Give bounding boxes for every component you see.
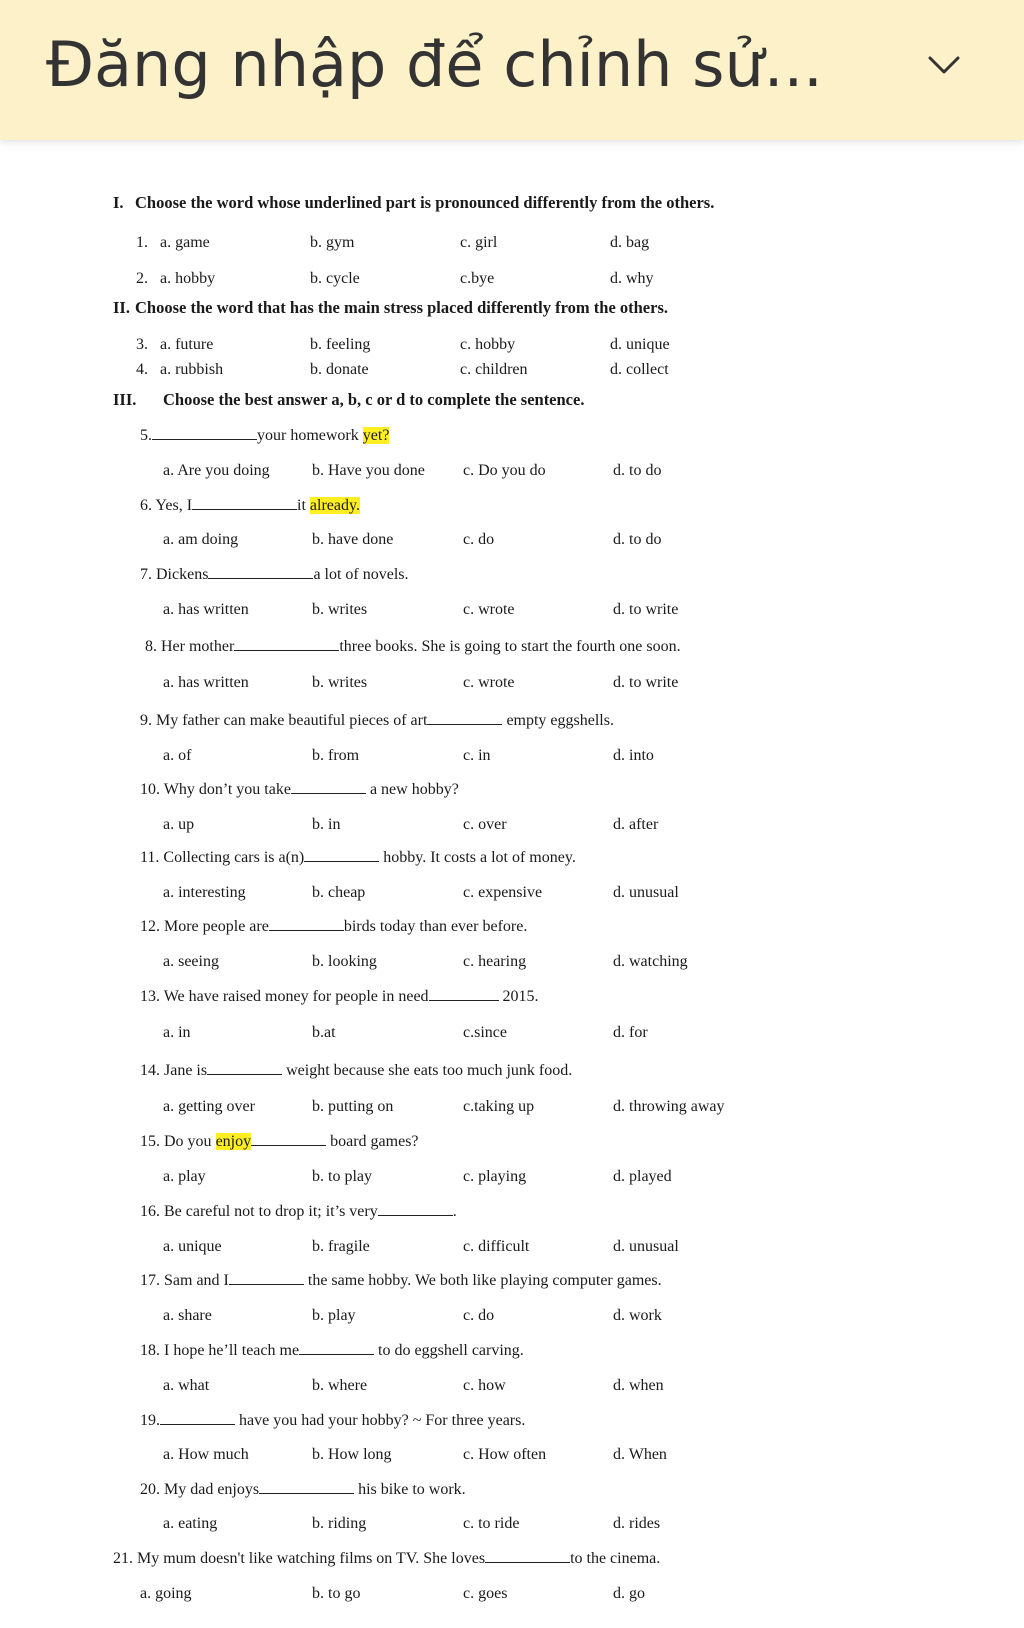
answer-blank xyxy=(427,711,502,725)
question-stem xyxy=(140,1061,572,1080)
answer-option-b: b. where xyxy=(312,1377,368,1394)
question-text: 12. More people are xyxy=(140,918,269,935)
question-text: weight because she eats too much junk food. xyxy=(282,1062,573,1079)
answer-option-b: b.at xyxy=(312,1024,336,1041)
question-text: have you had your hobby? ~ For three years. xyxy=(235,1412,526,1429)
question-text: 15. Do you xyxy=(140,1133,216,1150)
question-stem xyxy=(140,1411,525,1430)
answer-option-c: c. goes xyxy=(463,1585,508,1602)
answer-option-c: c. difficult xyxy=(463,1238,530,1255)
answer-option-b: b. donate xyxy=(310,361,369,378)
answer-option-a: a. eating xyxy=(163,1515,218,1532)
answer-option-a: a. hobby xyxy=(160,270,216,287)
question-text: 2015. xyxy=(498,988,539,1005)
question-stem xyxy=(140,565,409,584)
answer-option-b: b. in xyxy=(312,816,341,833)
question-text: 14. Jane is xyxy=(140,1062,208,1079)
answer-option-c: c. wrote xyxy=(463,601,515,618)
answer-option-b: b. play xyxy=(312,1307,356,1324)
answer-blank xyxy=(207,1061,282,1075)
answer-option-c: c.since xyxy=(463,1024,507,1041)
section-heading: I. Choose the word whose underlined part is pronounced differently from the others. xyxy=(113,193,715,212)
highlighted-text: already. xyxy=(309,497,360,514)
question-text: hobby. It costs a lot of money. xyxy=(379,849,576,866)
question-text: a new hobby? xyxy=(365,781,459,798)
answer-option-d: d. when xyxy=(613,1377,664,1394)
answer-option-b: b. gym xyxy=(310,234,355,251)
answer-blank xyxy=(192,496,297,510)
answer-blank xyxy=(269,917,344,931)
question-number: 1. xyxy=(136,234,148,251)
question-text: board games? xyxy=(326,1133,419,1150)
answer-option-b: b. fragile xyxy=(312,1238,370,1255)
answer-option-d: d. to write xyxy=(613,601,679,618)
answer-option-d: d. go xyxy=(613,1585,645,1602)
answer-option-a: a. of xyxy=(163,747,192,764)
question-text: empty eggshells. xyxy=(502,712,614,729)
question-text: a lot of novels. xyxy=(313,566,409,583)
answer-option-d: d. to do xyxy=(613,462,662,479)
question-stem xyxy=(140,1480,466,1499)
question-number: 2. xyxy=(136,270,148,287)
answer-option-a: a. interesting xyxy=(163,884,246,901)
question-stem xyxy=(113,1549,660,1568)
answer-option-b: b. feeling xyxy=(310,336,371,353)
answer-option-b: b. to play xyxy=(312,1168,372,1185)
question-text: it xyxy=(297,497,310,514)
question-stem xyxy=(140,780,459,799)
question-text: 13. We have raised money for people in need xyxy=(140,988,429,1005)
question-stem xyxy=(140,1271,662,1290)
question-stem xyxy=(140,496,360,515)
answer-option-a: a. going xyxy=(140,1585,192,1602)
answer-option-d: d. played xyxy=(613,1168,672,1185)
question-text: 7. Dickens xyxy=(140,566,209,583)
question-text: three books. She is going to start the fourth one soon. xyxy=(339,638,681,655)
answer-blank xyxy=(259,1480,354,1494)
answer-option-d: d. collect xyxy=(610,361,669,378)
question-text: 16. Be careful not to drop it; it’s very xyxy=(140,1203,378,1220)
answer-option-d: d. unique xyxy=(610,336,670,353)
question-text: to do eggshell carving. xyxy=(374,1342,524,1359)
answer-option-d: d. work xyxy=(613,1307,662,1324)
answer-option-c: c. Do you do xyxy=(463,462,546,479)
section-heading: III. Choose the best answer a, b, c or d to complete the sentence. xyxy=(113,390,585,409)
question-text: 19. xyxy=(140,1412,160,1429)
answer-option-b: b. from xyxy=(312,747,360,764)
question-stem xyxy=(140,848,576,867)
answer-option-b: b. cycle xyxy=(310,270,360,287)
answer-option-c: c. do xyxy=(463,531,495,548)
question-text: your homework xyxy=(257,427,363,444)
question-text: 11. Collecting cars is a(n) xyxy=(140,849,305,866)
answer-option-c: c. girl xyxy=(460,234,498,251)
answer-option-a: a. future xyxy=(160,336,214,353)
question-text: his bike to work. xyxy=(354,1481,466,1498)
answer-blank xyxy=(299,1341,374,1355)
answer-option-d: d. unusual xyxy=(613,1238,679,1255)
answer-option-c: c. do xyxy=(463,1307,495,1324)
answer-option-d: d. after xyxy=(613,816,659,833)
answer-option-d: d. unusual xyxy=(613,884,679,901)
question-stem xyxy=(140,1341,524,1360)
answer-option-a: a. rubbish xyxy=(160,361,224,378)
answer-option-b: b. riding xyxy=(312,1515,367,1532)
question-text: 20. My dad enjoys xyxy=(140,1481,260,1498)
answer-option-c: c. how xyxy=(463,1377,506,1394)
answer-blank xyxy=(291,780,366,794)
answer-option-a: a. am doing xyxy=(163,531,239,548)
question-text: to the cinema. xyxy=(570,1550,661,1567)
question-stem xyxy=(140,711,614,730)
question-text: 18. I hope he’ll teach me xyxy=(140,1342,300,1359)
question-stem xyxy=(140,1202,457,1221)
answer-option-b: b. looking xyxy=(312,953,377,970)
answer-option-a: a. up xyxy=(163,816,195,833)
question-stem xyxy=(140,917,527,936)
answer-option-d: d. to write xyxy=(613,674,679,691)
banner-title: Đăng nhập để chỉnh sử... xyxy=(46,28,823,101)
answer-blank xyxy=(160,1411,235,1425)
question-stem xyxy=(140,987,539,1006)
question-text: 21. My mum doesn't like watching films on TV. She loves xyxy=(113,1550,486,1567)
question-text: 6. Yes, I xyxy=(140,497,193,514)
answer-option-c: c. children xyxy=(460,361,528,378)
answer-option-a: a. How much xyxy=(163,1446,249,1463)
question-text: 9. My father can make beautiful pieces of art xyxy=(140,712,428,729)
answer-option-a: a. what xyxy=(163,1377,210,1394)
answer-option-a: a. unique xyxy=(163,1238,222,1255)
answer-blank xyxy=(378,1202,453,1216)
answer-option-d: d. into xyxy=(613,747,654,764)
answer-option-d: d. to do xyxy=(613,531,662,548)
answer-option-c: c. in xyxy=(463,747,491,764)
answer-option-d: d. watching xyxy=(613,953,688,970)
answer-option-c: c.bye xyxy=(460,270,495,287)
answer-option-c: c. playing xyxy=(463,1168,527,1185)
question-text: 5. xyxy=(140,427,152,444)
question-text: 10. Why don’t you take xyxy=(140,781,291,798)
answer-option-c: c.taking up xyxy=(463,1098,535,1115)
answer-option-a: a. seeing xyxy=(163,953,219,970)
answer-option-b: b. putting on xyxy=(312,1098,394,1115)
answer-option-d: d. for xyxy=(613,1024,648,1041)
question-number: 4. xyxy=(136,361,148,378)
answer-option-d: d. bag xyxy=(610,234,650,251)
question-text: birds today than ever before. xyxy=(343,918,528,935)
section-heading: II. Choose the word that has the main stress placed differently from the others. xyxy=(113,298,669,317)
answer-option-b: b. writes xyxy=(312,674,368,691)
answer-option-a: a. getting over xyxy=(163,1098,255,1115)
answer-option-b: b. to go xyxy=(312,1585,361,1602)
answer-option-c: c. over xyxy=(463,816,507,833)
answer-option-d: d. When xyxy=(613,1446,667,1463)
answer-blank xyxy=(304,848,379,862)
question-text: . xyxy=(452,1203,457,1220)
answer-option-b: b. have done xyxy=(312,531,394,548)
question-text: the same hobby. We both like playing computer games. xyxy=(303,1272,662,1289)
answer-option-d: d. throwing away xyxy=(613,1098,725,1115)
answer-option-a: a. share xyxy=(163,1307,212,1324)
answer-option-a: a. Are you doing xyxy=(163,462,270,479)
answer-option-a: a. in xyxy=(163,1024,191,1041)
answer-option-c: c. hobby xyxy=(460,336,516,353)
question-stem xyxy=(145,637,681,656)
question-stem xyxy=(140,426,389,445)
answer-option-a: a. has written xyxy=(163,601,249,618)
answer-blank xyxy=(229,1271,304,1285)
answer-blank xyxy=(234,637,339,651)
answer-option-a: a. game xyxy=(160,234,210,251)
answer-option-c: c. hearing xyxy=(463,953,527,970)
answer-blank xyxy=(485,1549,570,1563)
answer-option-b: b. How long xyxy=(312,1446,392,1463)
answer-blank xyxy=(429,987,499,1001)
answer-option-b: b. writes xyxy=(312,601,368,618)
question-text: 17. Sam and I xyxy=(140,1272,229,1289)
answer-option-b: b. Have you done xyxy=(312,462,425,479)
answer-option-c: c. to ride xyxy=(463,1515,520,1532)
answer-option-c: c. How often xyxy=(463,1446,547,1463)
answer-option-c: c. wrote xyxy=(463,674,515,691)
highlighted-text: enjoy xyxy=(215,1133,252,1150)
answer-option-a: a. play xyxy=(163,1168,206,1185)
answer-option-d: d. why xyxy=(610,270,654,287)
answer-blank xyxy=(208,565,313,579)
highlighted-text: yet? xyxy=(362,427,390,444)
answer-option-b: b. cheap xyxy=(312,884,366,901)
question-stem xyxy=(140,1132,419,1151)
answer-blank xyxy=(251,1132,326,1146)
answer-option-c: c. expensive xyxy=(463,884,543,901)
answer-option-d: d. rides xyxy=(613,1515,661,1532)
question-text: 8. Her mother xyxy=(145,638,235,655)
answer-option-a: a. has written xyxy=(163,674,249,691)
answer-blank xyxy=(152,426,257,440)
question-number: 3. xyxy=(136,336,148,353)
